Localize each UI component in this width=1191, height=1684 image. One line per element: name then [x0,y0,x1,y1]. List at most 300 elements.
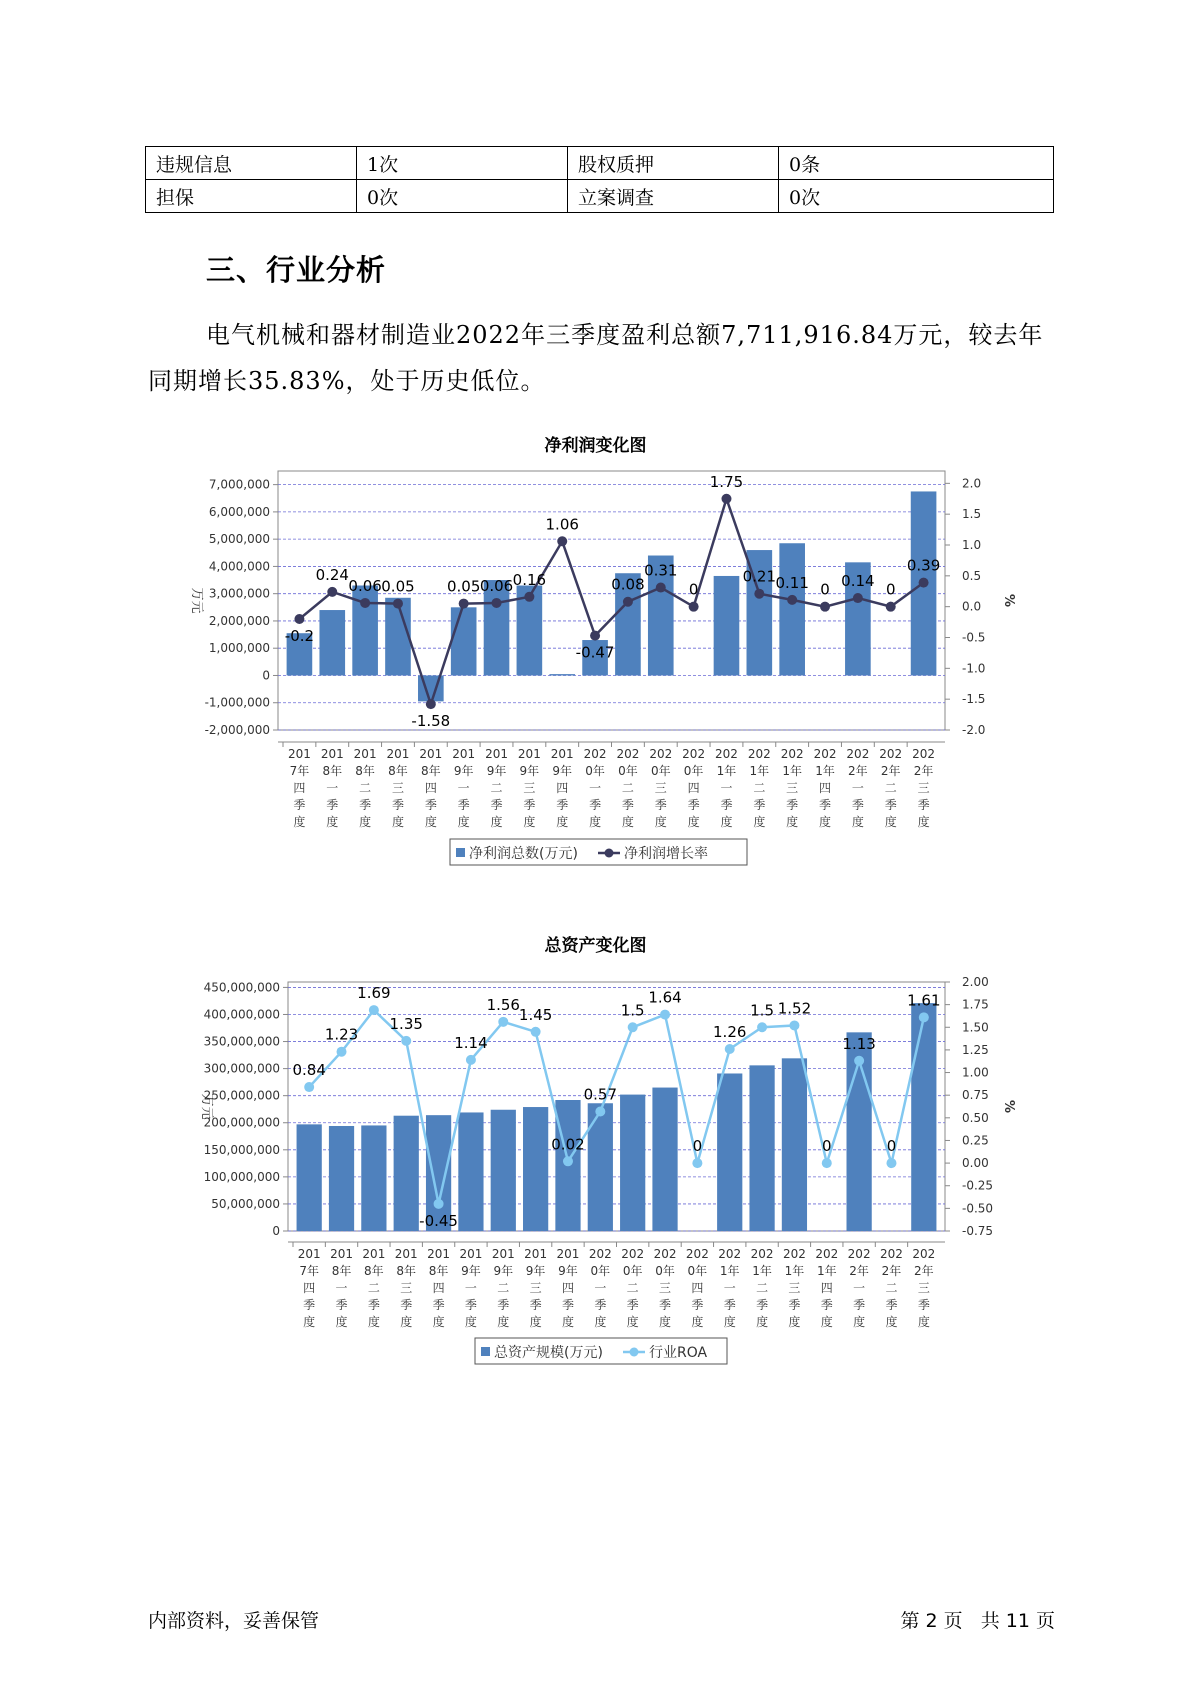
x-tick-label: 1年 [749,764,770,778]
table-row [146,180,1054,213]
x-tick-label: 度 [326,815,339,829]
x-tick-label: 202 [780,747,804,761]
x-tick-label: 二 [756,1281,769,1295]
x-tick-label: 二 [359,781,372,795]
y2-tick-label: -1.0 [962,661,986,676]
legend-bar-label: 净利润总数(万元) [469,846,578,862]
x-tick-label: 季 [556,798,569,812]
x-tick-label: 季 [885,1298,898,1312]
y2-tick-label: -0.75 [962,1224,994,1238]
x-tick-label: 季 [335,1298,348,1312]
x-tick-label: 8年 [396,1264,417,1278]
data-label: 1.26 [713,1023,747,1042]
bar [549,674,575,675]
y2-tick-label: -0.25 [962,1178,994,1193]
x-tick-label: 季 [424,798,437,812]
x-tick-label: 度 [367,1315,380,1329]
x-tick-label: 7年 [289,764,310,778]
x-tick-label: 二 [885,1281,898,1295]
x-tick-label: 201 [550,747,574,761]
x-tick-label: 季 [917,1298,930,1312]
x-tick-label: 四 [303,1281,316,1295]
x-tick-label: 202 [815,1247,839,1261]
bar [451,607,477,675]
data-label: 1.5 [750,1001,775,1020]
bar [361,1125,386,1231]
x-tick-label: 9年 [525,1264,546,1278]
x-tick-label: 度 [654,815,667,829]
y-tick-label: 200,000,000 [203,1115,280,1130]
series-point [660,1010,670,1020]
data-label: -0.2 [284,627,315,645]
x-tick-label: 1年 [816,1264,837,1278]
x-tick-label: 三 [917,1281,930,1295]
data-label: 1.23 [324,1025,359,1044]
series-point [401,1036,411,1046]
x-tick-label: 一 [720,781,733,795]
y2-tick-label: 0.25 [962,1133,989,1148]
series-point [557,536,567,546]
x-tick-label: 度 [594,1315,607,1329]
x-tick-label: 季 [303,1298,316,1312]
x-tick-label: 度 [621,815,634,829]
x-tick-label: 度 [457,815,470,829]
x-tick-label: 202 [588,1247,612,1261]
series-point [294,614,304,624]
x-tick-label: 度 [589,815,602,829]
bar [588,1103,613,1231]
x-tick-label: 季 [561,1298,574,1312]
x-tick-label: 三 [654,781,667,795]
data-label: 0 [885,580,896,599]
series-point [725,1044,735,1054]
y2-tick-label: 2.0 [962,476,982,491]
x-tick-label: 202 [718,1247,742,1261]
x-tick-label: 季 [853,1298,866,1312]
x-tick-label: 季 [753,798,766,812]
x-tick-label: 二 [621,781,634,795]
x-tick-label: 三 [529,1281,542,1295]
x-tick-label: 201 [427,1247,451,1261]
x-tick-label: 二 [884,781,897,795]
x-tick-label: 四 [819,781,832,795]
y2-tick-label: 0.0 [962,599,982,614]
x-tick-label: 201 [287,747,311,761]
series-point [820,602,830,612]
data-label: 0.57 [583,1085,618,1104]
x-tick-label: 季 [691,1298,704,1312]
x-tick-label: 度 [723,1315,736,1329]
x-tick-label: 9年 [558,1264,578,1278]
x-tick-label: 202 [621,1247,645,1261]
x-tick-label: 一 [457,781,470,795]
legend-bar-swatch [481,1347,490,1356]
y2-tick-label: 1.5 [962,507,982,522]
x-tick-label: 201 [485,747,508,761]
series-point [590,631,600,641]
x-tick-label: 季 [400,1298,413,1312]
series-point [754,589,764,599]
bar [523,1107,548,1231]
x-tick-label: 2年 [880,764,901,778]
x-tick-label: 三 [391,781,404,795]
x-tick-label: 202 [649,747,673,761]
x-tick-label: 0年 [590,1264,611,1278]
x-tick-label: 9年 [519,764,540,778]
data-label: 1.75 [709,472,744,491]
x-tick-label: 季 [917,798,930,812]
x-tick-label: 度 [556,815,569,829]
series-point [434,1199,444,1209]
x-tick-label: 202 [879,747,903,761]
x-tick-label: 度 [464,1315,477,1329]
table-cell: 0条 [779,147,1054,180]
table-cell: 0次 [779,180,1054,213]
x-tick-label: 季 [367,1298,380,1312]
series-point [689,602,699,612]
y2-tick-label: 1.00 [962,1065,989,1080]
chart-title-total-assets: 总资产变化图 [544,936,647,956]
x-tick-label: 度 [788,1315,801,1329]
y-axis-title: 万元 [189,587,204,614]
series-point [426,699,436,709]
footer-confidential: 内部资料，妥善保管 [148,1610,320,1632]
data-label: 0.14 [841,572,875,591]
data-label: 1.61 [907,991,941,1010]
x-tick-label: 季 [851,798,864,812]
x-tick-label: 2年 [913,764,934,778]
x-tick-label: 四 [561,1281,574,1295]
x-tick-label: 1年 [782,764,802,778]
y2-tick-label: -1.5 [962,692,986,707]
x-tick-label: 四 [424,781,437,795]
x-tick-label: 季 [884,798,897,812]
x-tick-label: 季 [326,798,339,812]
x-tick-label: 三 [786,781,799,795]
y-tick-label: 350,000,000 [203,1034,280,1049]
x-tick-label: 度 [819,815,832,829]
x-tick-label: 202 [847,1247,871,1261]
x-tick-label: 四 [432,1281,445,1295]
data-label: 0.06 [479,576,514,595]
x-tick-label: 度 [687,815,700,829]
series-point [787,595,797,605]
x-tick-label: 1年 [784,1264,805,1278]
x-tick-label: 9年 [453,764,474,778]
x-tick-label: 201 [297,1247,321,1261]
x-tick-label: 1年 [752,1264,772,1278]
data-label: 0.16 [512,570,547,589]
x-tick-label: 季 [819,798,832,812]
x-tick-label: 202 [616,747,640,761]
x-tick-label: 四 [820,1281,833,1295]
x-tick-label: 度 [335,1315,348,1329]
y-tick-label: 0 [272,1224,280,1238]
x-tick-label: 三 [400,1281,413,1295]
data-label: 0.11 [775,573,809,592]
x-tick-label: 202 [782,1247,806,1261]
x-tick-label: 季 [523,798,536,812]
x-tick-label: 季 [687,798,700,812]
table-cell: 1次 [357,147,568,180]
data-label: 0.84 [292,1061,326,1080]
series-point [393,599,403,609]
series-point [628,1022,638,1032]
y-tick-label: 5,000,000 [208,532,270,547]
table-cell: 违规信息 [146,147,357,180]
data-label: 1.64 [648,988,682,1007]
bar [714,576,740,676]
x-tick-label: 8年 [331,1264,352,1278]
x-tick-label: 201 [556,1247,580,1261]
series-point [337,1047,347,1057]
x-tick-label: 202 [813,747,837,761]
x-tick-label: 季 [391,798,404,812]
x-tick-label: 度 [659,1315,672,1329]
x-tick-label: 度 [293,815,306,829]
bar [385,598,411,676]
y-tick-label: 450,000,000 [203,980,280,995]
y-axis-title: 万元 [199,1093,214,1120]
x-tick-label: 季 [293,798,306,812]
x-tick-label: 季 [756,1298,769,1312]
y2-tick-label: -0.5 [962,630,986,645]
data-label: 0.21 [742,567,777,586]
x-tick-label: 201 [353,747,377,761]
x-tick-label: 度 [424,815,437,829]
x-tick-label: 度 [359,815,372,829]
x-tick-label: 季 [659,1298,672,1312]
x-tick-label: 度 [523,815,536,829]
x-tick-label: 度 [561,1315,574,1329]
x-tick-label: 度 [626,1315,639,1329]
x-tick-label: 度 [720,815,733,829]
x-tick-label: 2年 [849,1264,869,1278]
y-tick-label: 50,000,000 [211,1196,280,1211]
x-tick-label: 度 [884,815,897,829]
data-label: 0.08 [611,575,645,594]
table-row [146,147,1054,180]
x-tick-label: 度 [691,1315,704,1329]
footer-page-number: 第 2 页 共 11 页 [900,1610,1055,1632]
x-tick-label: 季 [723,1298,736,1312]
x-tick-label: 度 [753,815,766,829]
y2-tick-label: 1.75 [962,997,989,1012]
bar [329,1126,354,1231]
y2-axis-title: % [1001,593,1016,608]
table-cell: 担保 [146,180,357,213]
x-tick-label: 201 [452,747,476,761]
x-tick-label: 202 [880,1247,903,1261]
x-tick-label: 度 [786,815,799,829]
y-tick-label: 250,000,000 [203,1088,280,1103]
x-tick-label: 度 [490,815,503,829]
series-point [595,1106,605,1116]
data-label: 0.31 [644,561,678,580]
series-point [757,1022,767,1032]
data-label: 0.39 [906,556,941,575]
legend-line-marker [605,849,614,858]
series-point [623,597,633,607]
data-label: 0.06 [348,576,382,595]
table-cell: 0次 [357,180,568,213]
total-assets-chart [0,960,1191,1400]
series-point [919,1012,929,1022]
x-tick-label: 季 [720,798,733,812]
series-point [466,1055,476,1065]
legend-bar-label: 总资产规模(万元) [494,1345,603,1361]
x-tick-label: 1年 [716,764,737,778]
x-tick-label: 202 [653,1247,677,1261]
y-tick-label: 400,000,000 [203,1007,280,1022]
x-tick-label: 季 [490,798,503,812]
y2-tick-label: 1.25 [962,1042,989,1057]
x-tick-label: 0年 [618,764,638,778]
y-tick-label: 300,000,000 [203,1061,280,1076]
series-point [369,1005,379,1015]
series-point [692,1158,702,1168]
data-label: 1.13 [842,1034,876,1053]
series-point [492,598,502,608]
x-tick-label: 201 [517,747,541,761]
y2-tick-label: 1.50 [962,1020,989,1035]
x-tick-label: 季 [359,798,372,812]
x-tick-label: 202 [747,747,771,761]
x-tick-label: 0年 [655,1264,675,1278]
bar [717,1073,742,1231]
x-tick-label: 8年 [388,764,408,778]
bar [911,1003,936,1231]
series-point [524,592,534,602]
x-tick-label: 度 [853,1315,866,1329]
x-tick-label: 四 [293,781,306,795]
summary-paragraph: 电气机械和器材制造业2022年三季度盈利总额7,711,916.84万元，较去年同期增长35.83%，处于历史低位。 [148,321,1044,395]
x-tick-label: 三 [523,781,536,795]
data-label: 0.24 [315,565,349,584]
x-tick-label: 三 [917,781,930,795]
bar [491,1110,516,1231]
data-label: 1.5 [620,1001,645,1020]
series-point [886,1158,896,1168]
series-point [563,1156,573,1166]
data-label: 1.14 [454,1033,488,1052]
bar [620,1095,645,1231]
x-tick-label: 202 [750,1247,774,1261]
x-tick-label: 四 [556,781,569,795]
x-tick-label: 8年 [428,1264,449,1278]
data-label: 1.06 [545,515,579,534]
y-tick-label: 3,000,000 [208,586,270,601]
series-point [721,494,731,504]
y-tick-label: -1,000,000 [204,695,270,710]
x-tick-label: 度 [303,1315,316,1329]
x-tick-label: 201 [320,747,344,761]
x-tick-label: 四 [687,781,700,795]
bar [319,610,345,675]
bar [749,1065,774,1231]
series-point [853,593,863,603]
x-tick-label: 一 [335,1281,348,1295]
x-tick-label: 202 [685,1247,709,1261]
x-tick-label: 一 [326,781,339,795]
section-heading: 三、行业分析 [206,253,387,287]
x-tick-label: 度 [885,1315,898,1329]
x-tick-label: 201 [524,1247,548,1261]
x-tick-label: 1年 [719,1264,740,1278]
y2-tick-label: 0.50 [962,1110,989,1125]
chart-title-net-profit: 净利润变化图 [544,436,647,456]
x-tick-label: 1年 [815,764,835,778]
x-tick-label: 8年 [355,764,375,778]
bar [458,1112,483,1231]
x-tick-label: 四 [691,1281,704,1295]
x-tick-label: 季 [788,1298,801,1312]
series-point [327,587,337,597]
y2-tick-label: 0.5 [962,568,982,583]
x-tick-label: 二 [490,781,503,795]
x-tick-label: 一 [853,1281,866,1295]
y2-tick-label: 2.00 [962,975,989,989]
x-tick-label: 二 [753,781,766,795]
x-tick-label: 一 [594,1281,607,1295]
x-tick-label: 2年 [848,764,868,778]
x-tick-label: 一 [589,781,602,795]
x-tick-label: 度 [917,815,930,829]
legend-line-marker [630,1348,639,1357]
y2-tick-label: 0.75 [962,1088,989,1103]
x-tick-label: 7年 [299,1264,319,1278]
x-tick-label: 0年 [585,764,605,778]
x-tick-label: 一 [851,781,864,795]
x-tick-label: 201 [491,1247,515,1261]
y-tick-label: 2,000,000 [208,613,270,628]
x-tick-label: 季 [626,1298,639,1312]
x-tick-label: 度 [851,815,864,829]
x-tick-label: 度 [432,1315,445,1329]
plot-frame [288,982,945,1231]
y2-tick-label: -2.0 [962,723,986,737]
data-label: -1.58 [411,712,451,731]
x-tick-label: 度 [391,815,404,829]
series-point [498,1017,508,1027]
data-label: 0 [822,1137,832,1156]
x-tick-label: 201 [419,747,443,761]
x-tick-label: 9年 [486,764,507,778]
table-cell: 立案调查 [568,180,779,213]
bar [297,1124,322,1231]
x-tick-label: 度 [529,1315,542,1329]
data-label: 1.45 [518,1005,553,1024]
x-tick-label: 9年 [552,764,573,778]
x-tick-label: 季 [594,1298,607,1312]
y2-tick-label: 1.0 [962,538,982,552]
data-label: 1.56 [486,995,520,1014]
x-tick-label: 202 [715,747,738,761]
series-point [854,1056,864,1066]
x-tick-label: 0年 [687,1264,708,1278]
x-tick-label: 季 [654,798,667,812]
series-point [886,602,896,612]
x-tick-label: 202 [583,747,607,761]
x-tick-label: 二 [626,1281,639,1295]
x-tick-label: 季 [464,1298,477,1312]
x-tick-label: 二 [367,1281,380,1295]
bar [652,1088,677,1231]
x-tick-label: 201 [330,1247,353,1261]
x-tick-label: 201 [459,1247,483,1261]
x-tick-label: 202 [912,747,936,761]
x-tick-label: 三 [788,1281,801,1295]
